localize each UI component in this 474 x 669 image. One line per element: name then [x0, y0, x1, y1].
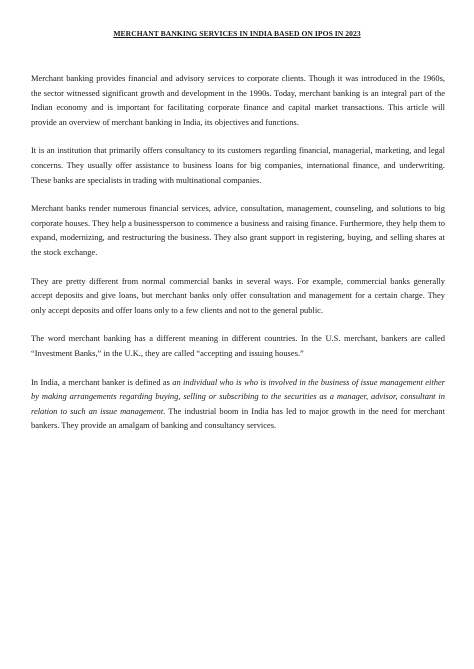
document-title: MERCHANT BANKING SERVICES IN INDIA BASED ON IPOS IN 2023: [113, 29, 361, 38]
paragraph-commercial-banks: They are pretty different from normal commercial banks in several ways. For example, commercial banks generally accept deposits and give loans, but merchant banks only offer consultation and management for a certain charge. They only accept deposits and offer loans only to a few clients and not to the general public.: [31, 275, 445, 315]
definition-lead: In India, a merchant banker is defined as: [31, 376, 173, 387]
definition-tail: The industrial boom in India has led to major growth in the need for merchant bankers. They provide an amalgam of banking and consultancy services.: [31, 405, 445, 431]
paragraph-india-definition: [31, 375, 445, 433]
paragraph-meaning: The word merchant banking has a different meaning in different countries. In the U.S. merchant, bankers are called “Investment Banks,” in the U.K., they are called “accepting and issuing houses.”: [31, 333, 445, 358]
paragraph-intro: Merchant banking provides financial and advisory services to corporate clients. Though it was introduced in the 1960s, the sector witnessed significant growth and development in the 1990s. Today, merchant banking is an integral part of the Indian economy and is important for facilitating corporate finance and capital market transactions. This article will provide an overview of merchant banking in India, its objectives and functions.: [31, 73, 445, 127]
document-body: [31, 71, 445, 447]
paragraph-services: Merchant banks render numerous financial services, advice, consultation, management, counseling, and solutions to big corporate houses. They help a businessperson to commence a business and raising finance. Furthermore, they help them to expand, modernizing, and restructuring the business. They also grant support in registering, buying, and selling shares at the stock exchange.: [31, 203, 445, 257]
paragraph-institution: It is an institution that primarily offers consultancy to its customers regarding financial, managerial, marketing, and legal concerns. They usually offer assistance to business loans for big companies, international finance, and underwriting. These banks are specialists in trading with multinational companies.: [31, 145, 445, 185]
definition-italic: an individual who is who is involved in the business of issue management either by making arrangements regarding buying, selling or subscribing to the securities as a manager, advisor, consultant in relation to such an issue management.: [31, 376, 445, 416]
